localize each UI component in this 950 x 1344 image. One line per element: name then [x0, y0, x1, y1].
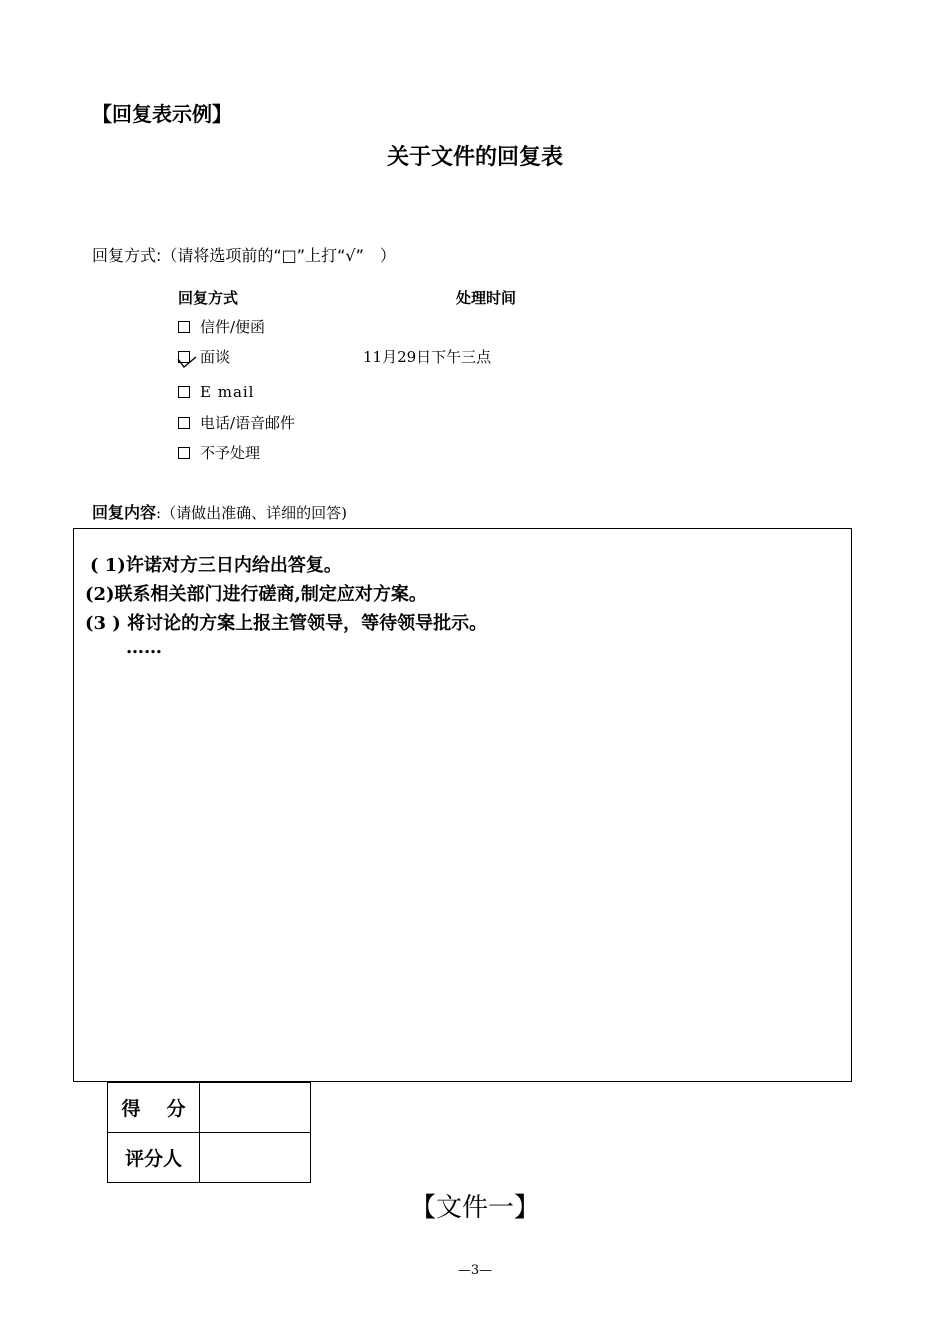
- option-label: 电话/语音邮件: [200, 414, 296, 432]
- grader-value-cell[interactable]: [200, 1133, 311, 1183]
- score-value-cell[interactable]: [200, 1083, 311, 1133]
- page-number: —3—: [457, 1263, 493, 1278]
- document-title: 关于文件的回复表: [386, 145, 563, 170]
- section-label: 【回复表示例】: [92, 102, 232, 126]
- reply-content-hint: :（请做出准确、详细的回答): [156, 504, 347, 522]
- grader-label: 评分人: [108, 1133, 200, 1183]
- option-email[interactable]: [178, 383, 254, 401]
- reply-content-label: 回复内容: [92, 503, 157, 522]
- reply-line-3: (3 ) 将讨论的方案上报主管领导，等待领导批示。: [85, 613, 488, 634]
- reply-line-ellipsis: ……: [126, 637, 162, 658]
- column-header-method: 回复方式: [178, 289, 239, 307]
- score-table: [107, 1082, 311, 1183]
- option-label: 面谈: [200, 348, 231, 366]
- reply-content-box[interactable]: [73, 528, 852, 1082]
- score-row: [108, 1083, 311, 1133]
- reply-content-prompt: [92, 500, 347, 523]
- checkbox-icon[interactable]: [178, 386, 190, 398]
- score-label: 得分: [108, 1083, 200, 1133]
- checkmark-icon: [176, 349, 198, 371]
- interview-time-value: 11月29日下午三点: [363, 348, 492, 366]
- option-phone[interactable]: [178, 412, 295, 433]
- option-letter[interactable]: [178, 316, 265, 337]
- option-label: E mail: [200, 383, 255, 401]
- checkbox-icon[interactable]: [178, 321, 190, 333]
- footer-document-label: 【文件一】: [409, 1193, 540, 1223]
- checkbox-icon[interactable]: [178, 447, 190, 459]
- option-no-action[interactable]: [178, 442, 260, 463]
- reply-line-1: ( 1)许诺对方三日内给出答复。: [90, 555, 342, 576]
- reply-method-prompt: 回复方式:（请将选项前的“□”上打“√” ）: [92, 246, 396, 265]
- column-header-time: 处理时间: [456, 289, 517, 307]
- option-label: 信件/便函: [200, 318, 266, 336]
- grader-row: [108, 1133, 311, 1183]
- checkbox-icon[interactable]: [178, 417, 190, 429]
- option-label: 不予处理: [200, 444, 261, 462]
- reply-line-2: (2)联系相关部门进行磋商,制定应对方案。: [85, 584, 427, 605]
